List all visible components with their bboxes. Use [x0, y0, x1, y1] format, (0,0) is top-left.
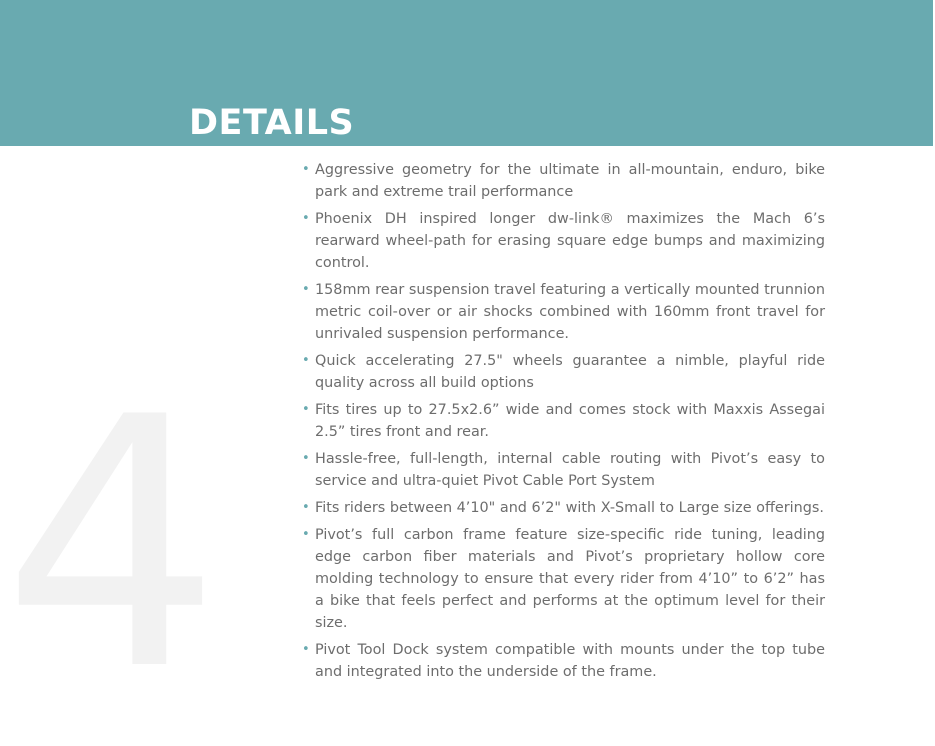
list-item-text: Phoenix DH inspired longer dw-link® maximizes the Mach 6’s rearward wheel-path for erasing square edge bumps and maximizing control.	[315, 211, 825, 271]
list-item-text: 158mm rear suspension travel featuring a vertically mounted trunnion metric coil-over or air shocks combined with 160mm front travel for unrivaled suspension performance.	[315, 282, 825, 342]
list-item-text: Pivot’s full carbon frame feature size-specific ride tuning, leading edge carbon fiber materials and Pivot’s proprietary hollow core molding technology to ensure that every rider from 4’10” to 6’2” has a bike that feels perfect and performs at the optimum level for their size.	[315, 527, 825, 631]
details-list	[300, 159, 825, 688]
bullet-icon: •	[302, 162, 310, 177]
list-item-text: Fits tires up to 27.5x2.6” wide and comes stock with Maxxis Assegai 2.5” tires front and rear.	[315, 402, 825, 440]
bullet-icon: •	[302, 282, 310, 297]
list-item	[300, 350, 825, 394]
list-item	[300, 524, 825, 634]
bullet-icon: •	[302, 500, 310, 515]
list-item	[300, 448, 825, 492]
bullet-icon: •	[302, 527, 310, 542]
header-band	[0, 0, 933, 146]
bullet-icon: •	[302, 451, 310, 466]
list-item	[300, 497, 825, 519]
bullet-icon: •	[302, 642, 310, 657]
list-item-text: Hassle-free, full-length, internal cable routing with Pivot’s easy to service and ultra-quiet Pivot Cable Port System	[315, 451, 825, 489]
bullet-icon: •	[302, 402, 310, 417]
list-item-text: Fits riders between 4’10" and 6’2" with X-Small to Large size offerings.	[315, 500, 824, 516]
list-item	[300, 159, 825, 203]
list-item-text: Quick accelerating 27.5" wheels guarantee a nimble, playful ride quality across all build options	[315, 353, 825, 391]
list-item	[300, 208, 825, 274]
list-item	[300, 399, 825, 443]
bullet-icon: •	[302, 353, 310, 368]
list-item-text: Aggressive geometry for the ultimate in all-mountain, enduro, bike park and extreme trail performance	[315, 162, 825, 200]
bullet-icon: •	[302, 211, 310, 226]
page-number: 4	[2, 345, 222, 746]
list-item-text: Pivot Tool Dock system compatible with mounts under the top tube and integrated into the underside of the frame.	[315, 642, 825, 680]
page-title: DETAILS	[189, 103, 355, 143]
list-item	[300, 639, 825, 683]
list-item	[300, 279, 825, 345]
